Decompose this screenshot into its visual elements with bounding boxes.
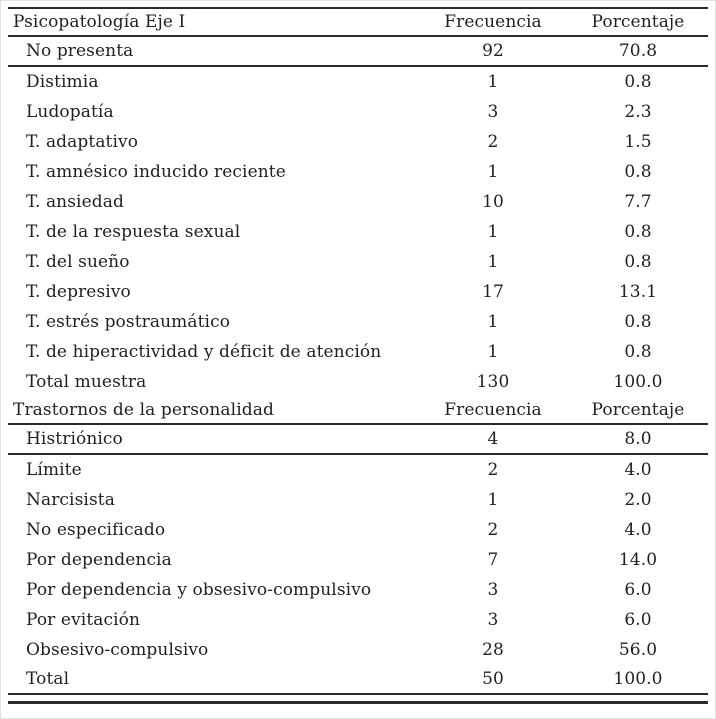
section-title: Trastornos de la personalidad <box>13 400 274 420</box>
row-percentage: 6.0 <box>624 580 652 600</box>
row-frequency: 1 <box>487 342 499 362</box>
row-label: Obsesivo-compulsivo <box>26 640 209 660</box>
row-frequency: 1 <box>487 490 499 510</box>
row-label: Ludopatía <box>26 102 114 122</box>
column-header-percentage: Porcentaje <box>591 12 685 32</box>
row-label: Total <box>26 669 70 689</box>
table-section-axis1 <box>8 9 708 397</box>
table-row <box>8 127 708 157</box>
table-row <box>8 337 708 367</box>
row-label: T. del sueño <box>26 252 130 272</box>
table-row <box>8 485 708 515</box>
table-row <box>8 97 708 127</box>
row-label: Histriónico <box>26 429 123 449</box>
row-label: Total muestra <box>26 372 147 392</box>
row-percentage: 0.8 <box>624 162 652 182</box>
table-row <box>8 515 708 545</box>
table-row <box>8 187 708 217</box>
row-label: Por dependencia y obsesivo-compulsivo <box>26 580 372 600</box>
row-percentage: 2.3 <box>624 102 652 122</box>
row-frequency: 17 <box>482 282 504 302</box>
row-frequency: 10 <box>482 192 504 212</box>
column-header-frequency: Frecuencia <box>444 400 542 420</box>
row-percentage: 4.0 <box>624 460 652 480</box>
row-label: Por evitación <box>26 610 141 630</box>
row-frequency: 3 <box>487 580 499 600</box>
row-percentage: 1.5 <box>624 132 652 152</box>
row-percentage: 56.0 <box>618 640 658 660</box>
table-row <box>8 575 708 605</box>
table-row <box>8 545 708 575</box>
row-percentage: 0.8 <box>624 312 652 332</box>
row-label: T. amnésico inducido reciente <box>26 162 286 182</box>
row-label: Narcisista <box>26 490 115 510</box>
row-percentage: 0.8 <box>624 252 652 272</box>
section-rows-personality <box>8 425 708 695</box>
row-frequency: 4 <box>487 429 499 449</box>
table-section-personality <box>8 397 708 695</box>
row-frequency: 28 <box>482 640 504 660</box>
row-percentage: 2.0 <box>624 490 652 510</box>
table-row <box>8 425 708 455</box>
row-frequency: 2 <box>487 132 499 152</box>
row-frequency: 130 <box>476 372 510 392</box>
row-percentage: 0.8 <box>624 222 652 242</box>
table-row <box>8 307 708 337</box>
row-label: Por dependencia <box>26 550 172 570</box>
table-row <box>8 455 708 485</box>
row-label: T. depresivo <box>26 282 131 302</box>
table-row <box>8 247 708 277</box>
row-frequency: 1 <box>487 252 499 272</box>
row-percentage: 8.0 <box>624 429 652 449</box>
row-label: T. de la respuesta sexual <box>26 222 241 242</box>
row-frequency: 1 <box>487 72 499 92</box>
row-frequency: 3 <box>487 102 499 122</box>
row-percentage: 70.8 <box>618 41 658 61</box>
section-title: Psicopatología Eje I <box>13 12 186 32</box>
row-frequency: 50 <box>482 669 504 689</box>
row-frequency: 2 <box>487 520 499 540</box>
section-header-personality <box>8 397 708 425</box>
table-row <box>8 605 708 635</box>
row-percentage: 100.0 <box>613 372 663 392</box>
row-frequency: 1 <box>487 312 499 332</box>
table-row <box>8 217 708 247</box>
table-row <box>8 67 708 97</box>
table-row <box>8 367 708 397</box>
column-header-percentage: Porcentaje <box>591 400 685 420</box>
column-header-frequency: Frecuencia <box>444 12 542 32</box>
row-label: Distimia <box>26 72 99 92</box>
row-label: T. de hiperactividad y déficit de atención <box>26 342 382 362</box>
table-row <box>8 665 708 695</box>
row-percentage: 13.1 <box>618 282 658 302</box>
row-frequency: 3 <box>487 610 499 630</box>
row-percentage: 14.0 <box>618 550 658 570</box>
row-percentage: 100.0 <box>613 669 663 689</box>
row-label: Límite <box>26 460 82 480</box>
section-rows-axis1 <box>8 37 708 397</box>
row-frequency: 7 <box>487 550 499 570</box>
psychopathology-table <box>8 7 708 704</box>
row-frequency: 92 <box>482 41 504 61</box>
row-percentage: 4.0 <box>624 520 652 540</box>
row-percentage: 0.8 <box>624 72 652 92</box>
row-label: T. estrés postraumático <box>26 312 231 332</box>
section-header-axis1 <box>8 9 708 37</box>
table-row <box>8 635 708 665</box>
row-frequency: 1 <box>487 162 499 182</box>
table-row <box>8 157 708 187</box>
table-row <box>8 37 708 67</box>
row-frequency: 1 <box>487 222 499 242</box>
row-label: No presenta <box>26 41 134 61</box>
row-percentage: 6.0 <box>624 610 652 630</box>
row-label: T. adaptativo <box>26 132 139 152</box>
row-label: No especificado <box>26 520 166 540</box>
table-row <box>8 277 708 307</box>
row-percentage: 7.7 <box>624 192 652 212</box>
row-label: T. ansiedad <box>26 192 124 212</box>
row-percentage: 0.8 <box>624 342 652 362</box>
row-frequency: 2 <box>487 460 499 480</box>
